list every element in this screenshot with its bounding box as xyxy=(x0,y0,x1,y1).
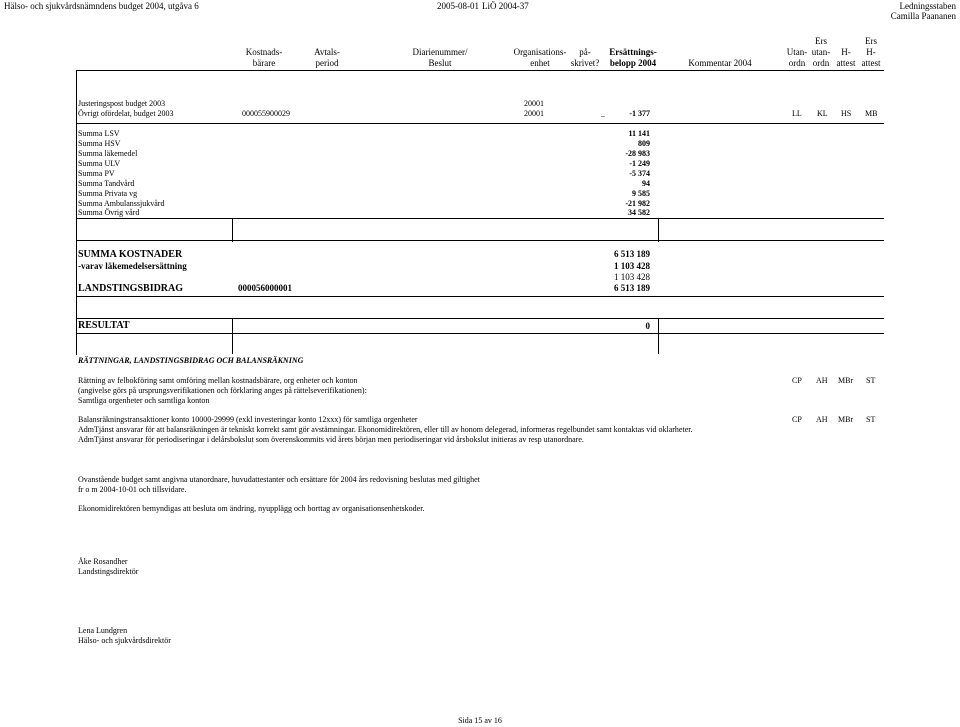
rattningar-p1-line2: (angivelse görs på ursprungsverifikationen och förklaring anges på rättelseverifikationen): xyxy=(78,386,367,395)
header-rule xyxy=(76,70,884,71)
summa-amount: 34 582 xyxy=(628,208,650,217)
summa-label: Summa PV xyxy=(78,169,115,178)
summa-label: Summa Privata vg xyxy=(78,189,138,198)
resultat-amount: 0 xyxy=(645,321,650,331)
col-kommentar: Kommentar 2004 xyxy=(688,58,752,68)
resultat-rule-top xyxy=(76,318,884,319)
summa-amount: -5 374 xyxy=(629,169,650,178)
department-label: Ledningsstaben xyxy=(899,1,956,11)
left-border xyxy=(76,70,77,355)
landstingsbidrag-label: LANDSTINGSBIDRAG xyxy=(78,283,184,294)
col-divider-4 xyxy=(658,318,659,354)
summa-amount: 9 585 xyxy=(632,189,650,198)
justering-row2-label: Övrigt ofördelat, budget 2003 xyxy=(78,109,174,118)
col-ers-h-attest-2: H- xyxy=(866,47,876,57)
document-version: LiÖ 2004-37 xyxy=(482,1,529,11)
justering-row2-amount: -1 377 xyxy=(629,109,650,118)
col-avtalsperiod-2: period xyxy=(315,58,339,68)
summa-amount: -28 983 xyxy=(625,149,650,158)
rattningar-heading: RÄTTNINGAR, LANDSTINGSBIDRAG OCH BALANSRÄKNING xyxy=(78,356,304,365)
col-diarienummer-2: Beslut xyxy=(428,58,452,68)
signatory-2-name: Lena Lundgren xyxy=(78,626,128,635)
closing-p2: Ekonomidirektören bemyndigas att besluta om ändring, nyupplägg och borttag av organisationsenhetskoder. xyxy=(78,504,425,513)
col-kostnadsbarare-1: Kostnads- xyxy=(245,47,283,57)
col-paskrivet-1: på- xyxy=(579,47,591,57)
resultat-rule-bottom xyxy=(76,333,884,334)
col-ers-utanordn-3: ordn xyxy=(812,58,830,68)
page-number: Sida 15 av 16 xyxy=(458,716,502,725)
summa-amount: -1 249 xyxy=(629,159,650,168)
col-ers-utanordn-2: utan- xyxy=(811,47,831,57)
totals-rule xyxy=(76,296,884,297)
col-organisationsenhet-2: enhet xyxy=(530,58,550,68)
summa-label: Summa Övrig vård xyxy=(78,208,140,217)
col-ers-h-attest-3: attest xyxy=(861,58,881,68)
signatory-1-name: Åke Rosandher xyxy=(78,557,128,566)
summa-kostnader-label: SUMMA KOSTNADER xyxy=(78,249,183,260)
summa-label: Summa LSV xyxy=(78,129,120,138)
p2-initial-4: ST xyxy=(866,415,876,424)
p1-initial-1: CP xyxy=(792,376,802,385)
col-ers-utanordn-1: Ers xyxy=(815,36,827,46)
p2-initial-3: MBr xyxy=(838,415,854,424)
justering-row2-mark: _ xyxy=(601,109,605,118)
col-utanordn-2: ordn xyxy=(788,58,806,68)
col-utanordn-1: Utan- xyxy=(786,47,808,57)
resultat-label: RESULTAT xyxy=(78,320,130,331)
varav-amount: 1 103 428 xyxy=(614,261,650,271)
col-ers-h-attest-1: Ers xyxy=(865,36,877,46)
summa-label: Summa Tandvård xyxy=(78,179,135,188)
col-divider-1 xyxy=(232,218,233,242)
author-label: Camilla Paananen xyxy=(890,11,956,21)
summa-rule-bottom xyxy=(76,240,884,241)
summa-label: Summa läkemedel xyxy=(78,149,138,158)
varav-label: -varav läkemedelsersättning xyxy=(78,261,187,271)
justering-row1-org: 20001 xyxy=(524,99,544,108)
col-kostnadsbarare-2: bärare xyxy=(252,58,276,68)
col-avtalsperiod-1: Avtals- xyxy=(314,47,340,57)
summa-amount: 809 xyxy=(638,139,650,148)
rattningar-p2-line1: Balansräkningstransaktioner konto 10000-29999 (exkl investeringar konto 12xxx) för samtliga orgenheter xyxy=(78,415,418,424)
justering-initial-3: HS xyxy=(841,109,852,118)
col-divider-3 xyxy=(232,318,233,354)
col-ersattningsbelopp-1: Ersättnings- xyxy=(609,47,657,57)
rattningar-p2-line2: AdmTjänst ansvarar för att balansräkningen är tekniskt korrekt samt gör avstämningar. Ekonomidirektören, eller till av honom delegerad, informeras regelbundet samt kontaktas vid oklarheter. xyxy=(78,425,693,434)
rattningar-p1-line1: Rättning av felbokföring samt omföring mellan kostnadsbärare, org enheter och konton xyxy=(78,376,358,385)
col-ersattningsbelopp-2: belopp 2004 xyxy=(609,58,657,68)
document-title: Hälso- och sjukvårdsnämndens budget 2004, utgåva 6 xyxy=(4,1,199,11)
closing-p1-line1: Ovanstående budget samt angivna utanordnare, huvudattestanter och ersättare för 2004 års redovisning beslutas med giltighet xyxy=(78,475,480,484)
p1-initial-3: MBr xyxy=(838,376,854,385)
signatory-2-title: Hälso- och sjukvårdsdirektör xyxy=(78,636,171,645)
justering-initial-2: KL xyxy=(817,109,828,118)
rattningar-p2-line3: AdmTjänst ansvarar för periodiseringar i delårsbokslut som överenskommits vid årets början men periodiseringar vid årsbokslut initieras av resp utanordnare. xyxy=(78,435,584,444)
closing-p1-line2: fr o m 2004-10-01 och tillsvidare. xyxy=(78,485,187,494)
p1-initial-2: AH xyxy=(816,376,828,385)
document-date: 2005-08-01 xyxy=(437,1,479,11)
col-diarienummer-1: Diarienummer/ xyxy=(412,47,468,57)
justering-row2-code: 000055900029 xyxy=(242,109,290,118)
summa-label: Summa ULV xyxy=(78,159,121,168)
col-paskrivet-2: skrivet? xyxy=(570,58,600,68)
justering-row1-label: Justeringspost budget 2003 xyxy=(78,99,166,108)
summa-kostnader-amount: 6 513 189 xyxy=(614,249,650,259)
col-h-attest-1: H- xyxy=(841,47,851,57)
rattningar-p1-line3: Samtliga orgenheter och samtliga konton xyxy=(78,396,210,405)
landstingsbidrag-amount: 6 513 189 xyxy=(614,283,650,293)
summa-amount: -21 982 xyxy=(625,199,650,208)
justering-initial-1: LL xyxy=(792,109,802,118)
col-divider-2 xyxy=(658,218,659,242)
col-h-attest-2: attest xyxy=(836,58,856,68)
extra-amount: 1 103 428 xyxy=(614,272,650,282)
p2-initial-1: CP xyxy=(792,415,802,424)
signatory-1-title: Landstingsdirektör xyxy=(78,567,139,576)
summa-amount: 94 xyxy=(642,179,650,188)
summa-label: Summa HSV xyxy=(78,139,121,148)
p2-initial-2: AH xyxy=(816,415,828,424)
justering-initial-4: MB xyxy=(865,109,878,118)
summa-label: Summa Ambulanssjukvård xyxy=(78,199,165,208)
landstingsbidrag-code: 000056000001 xyxy=(238,283,292,293)
summa-amount: 11 141 xyxy=(628,129,650,138)
justering-rule xyxy=(76,123,884,124)
justering-row2-org: 20001 xyxy=(524,109,544,118)
col-organisationsenhet-1: Organisations- xyxy=(513,47,567,57)
p1-initial-4: ST xyxy=(866,376,876,385)
summa-rule-top xyxy=(76,218,884,219)
